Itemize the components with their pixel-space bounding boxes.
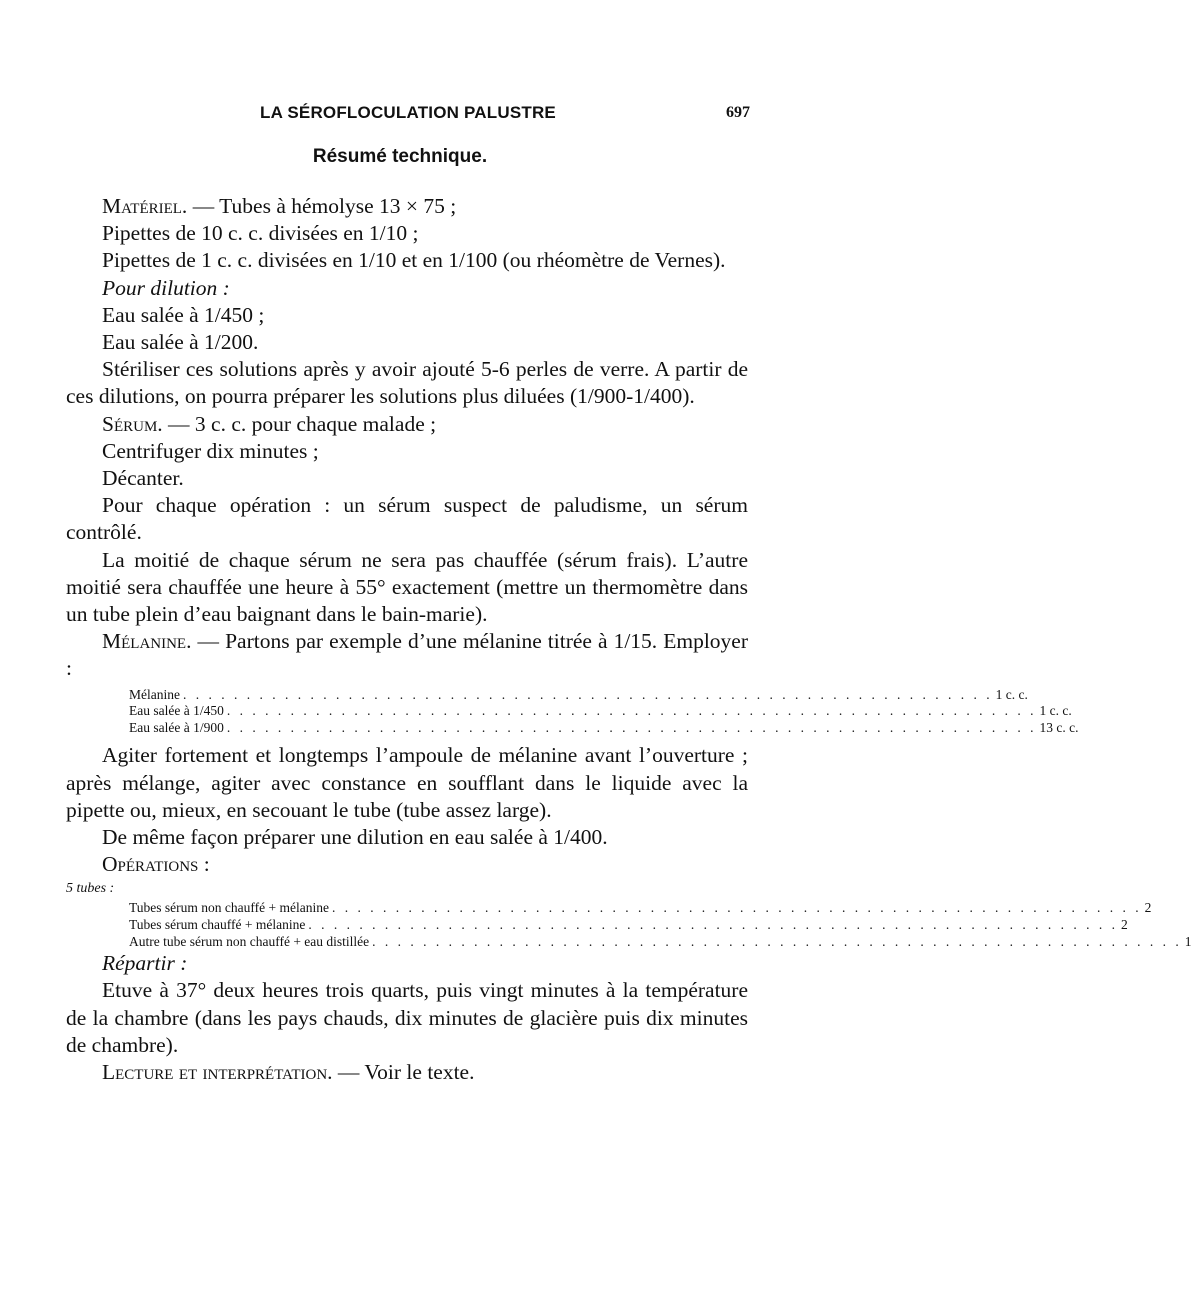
serum-line3: Décanter. <box>102 466 184 491</box>
table-row <box>129 686 1028 704</box>
materiel-line4: Eau salée à 1/450 ; <box>102 302 265 327</box>
table-row-value: 1 c. c. <box>995 686 1028 702</box>
running-header <box>66 103 750 127</box>
body-text <box>66 193 1192 1086</box>
table-row-label: Mélanine <box>129 686 180 702</box>
materiel-line6: Stériliser ces solutions après y avoir ajouté 5-6 perles de verre. A partir de ces dilutions, on pourra préparer les solutions plus diluées (1/900-1/400). <box>66 357 748 409</box>
dilution-label: Pour dilution : <box>102 275 230 300</box>
table-row-label: Tubes sérum chauffé + mélanine <box>129 917 306 933</box>
materiel-label: Matériel. <box>102 194 188 218</box>
section-title: Résumé technique. <box>312 146 488 167</box>
materiel-line2: Pipettes de 10 c. c. divisées en 1/10 ; <box>102 221 419 246</box>
running-title: LA SÉROFLOCULATION PALUSTRE <box>260 103 556 122</box>
repartir-text: Etuve à 37° deux heures trois quarts, puis vingt minutes à la température de la chambre (dans les pays chauds, dix minutes de glacière puis dix minutes de chambre). <box>66 978 748 1057</box>
tubes-note: 5 tubes : <box>66 881 115 897</box>
table-row-label: Tubes sérum non chauffé + mélanine <box>129 900 329 916</box>
dot-leader: . . . . . . . . . . . . . . . . . . . . . . . . . . . . . . . . . . . . . . . . . . . . . . . . . . . . . . . . . . . . . . . . <box>331 900 1142 916</box>
serum-line2: Centrifuger dix minutes ; <box>102 438 319 463</box>
table-row-label: Eau salée à 1/900 <box>129 719 224 735</box>
dot-leader: . . . . . . . . . . . . . . . . . . . . . . . . . . . . . . . . . . . . . . . . . . . . . . . . . . . . . . . . . . . . . . . . <box>308 917 1118 933</box>
table-row-value: 13 c. c. <box>1039 719 1079 735</box>
table-row <box>129 900 1152 917</box>
melanine-line3: De même façon préparer une dilution en eau salée à 1/400. <box>102 825 608 850</box>
melanine-line1: — Partons par exemple d’une mélanine titrée à 1/15. Employer : <box>66 629 748 681</box>
melanine-table <box>129 686 1079 737</box>
materiel-paragraph <box>66 193 748 220</box>
dot-leader: . . . . . . . . . . . . . . . . . . . . . . . . . . . . . . . . . . . . . . . . . . . . . . . . . . . . . . . . . . . . . . . . <box>226 719 1037 735</box>
table-row <box>129 917 1128 934</box>
table-row-value: 2 <box>1144 900 1152 916</box>
table-row <box>129 933 1192 951</box>
materiel-line5: Eau salée à 1/200. <box>102 330 259 355</box>
dot-leader: . . . . . . . . . . . . . . . . . . . . . . . . . . . . . . . . . . . . . . . . . . . . . . . . . . . . . . . . . . . . . . . . <box>226 703 1037 719</box>
repartir-label: Répartir : <box>102 951 188 976</box>
table-row-value: 1 <box>1184 933 1192 949</box>
serum-line1: — 3 c. c. pour chaque malade ; <box>162 411 437 436</box>
serum-line5: La moitié de chaque sérum ne sera pas chauffée (sérum frais). L’autre moitié sera chauffée une heure à 55° exactement (mettre un thermomètre dans un tube plein d’eau baignant dans le bain-marie). <box>66 547 748 627</box>
table-row-value: 1 c. c. <box>1039 703 1072 719</box>
materiel-line1: — Tubes à hémolyse 13 × 75 ; <box>187 194 457 218</box>
operations-label: Opérations : <box>102 852 210 877</box>
table-row-value: 2 <box>1120 917 1128 933</box>
melanine-paragraph <box>66 628 748 682</box>
lecture-paragraph <box>66 1059 748 1086</box>
table-row <box>129 703 1072 720</box>
lecture-label: Lecture et interprétation. <box>102 1060 333 1085</box>
table-row-label: Eau salée à 1/450 <box>129 703 224 719</box>
melanine-label: Mélanine. <box>102 629 192 654</box>
serum-label: Sérum. <box>102 411 163 436</box>
page-number: 697 <box>726 104 750 121</box>
dot-leader: . . . . . . . . . . . . . . . . . . . . . . . . . . . . . . . . . . . . . . . . . . . . . . . . . . . . . . . . . . . . . . . . <box>372 933 1182 949</box>
operations-table <box>129 900 1192 950</box>
table-row-label: Autre tube sérum non chauffé + eau distillée <box>129 933 370 949</box>
melanine-line2: Agiter fortement et longtemps l’ampoule de mélanine avant l’ouverture ; après mélange, agiter avec constance en soufflant dans le liquide avec la pipette ou, mieux, en secouant le tube (tube assez large). <box>66 743 748 822</box>
materiel-line3: Pipettes de 1 c. c. divisées en 1/10 et en 1/100 (ou rhéomètre de Vernes). <box>102 248 726 273</box>
dot-leader: . . . . . . . . . . . . . . . . . . . . . . . . . . . . . . . . . . . . . . . . . . . . . . . . . . . . . . . . . . . . . . . . <box>182 686 993 702</box>
table-row <box>129 719 1079 737</box>
lecture-text: — Voir le texte. <box>332 1060 475 1085</box>
serum-paragraph <box>66 411 748 438</box>
serum-line4: Pour chaque opération : un sérum suspect de paludisme, un sérum contrôlé. <box>66 493 748 545</box>
